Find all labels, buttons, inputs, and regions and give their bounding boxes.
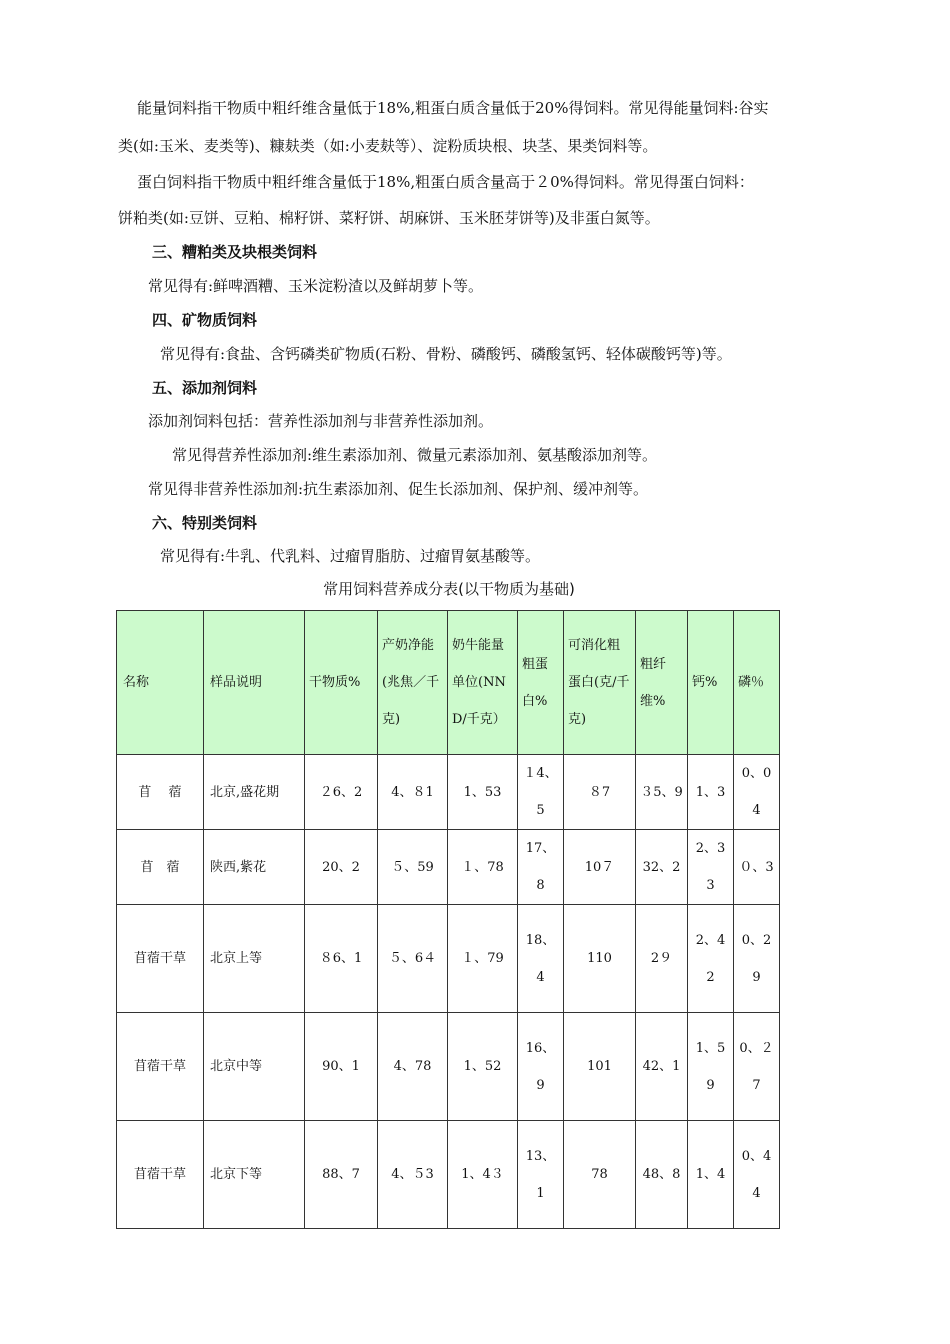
table-cell: ８7: [564, 755, 636, 830]
table-row: [117, 905, 780, 1013]
header-cell: 奶牛能量单位(NND/千克）: [448, 611, 518, 755]
section-5-text-1: 添加剂饲料包括：营养性添加剂与非营养性添加剂。: [148, 412, 494, 430]
table-cell: 16、9: [518, 1013, 564, 1121]
table-cell: 48、8: [636, 1121, 688, 1229]
paragraph-energy-feed-line1: 能量饲料指干物质中粗纤维含量低于18%,粗蛋白质含量低于20%得饲料。常见得能量饲料:谷实: [137, 99, 769, 117]
table-cell: 1、3: [688, 755, 734, 830]
table-cell: 1、52: [448, 1013, 518, 1121]
header-cell: 样品说明: [204, 611, 305, 755]
section-heading-6: 六、特别类饲料: [152, 514, 258, 532]
header-cell: 粗蛋白%: [518, 611, 564, 755]
section-5-text-2: 常见得营养性添加剂:维生素添加剂、微量元素添加剂、氨基酸添加剂等。: [172, 446, 658, 464]
table-cell: ３5、9: [636, 755, 688, 830]
table-cell: 18、4: [518, 905, 564, 1013]
table-cell: 北京中等: [204, 1013, 305, 1121]
table-cell: ０、3: [734, 830, 780, 905]
table-cell: 1、4３: [448, 1121, 518, 1229]
table-cell: 13、1: [518, 1121, 564, 1229]
header-cell: 磷％: [734, 611, 780, 755]
table-cell: １、79: [448, 905, 518, 1013]
table-cell: 北京上等: [204, 905, 305, 1013]
table-cell: 苜 蓿: [117, 830, 204, 905]
paragraph-energy-feed-line2: 类(如:玉米、麦类等)、糠麸类（如:小麦麸等）、淀粉质块根、块茎、果类饲料等。: [118, 137, 658, 155]
table-caption: 常用饲料营养成分表(以干物质为基础): [323, 580, 575, 598]
table-cell: 101: [564, 1013, 636, 1121]
table-row: [117, 1121, 780, 1229]
table-cell: 2９: [636, 905, 688, 1013]
table-cell: ５、6４: [378, 905, 448, 1013]
table-cell: 88、7: [305, 1121, 378, 1229]
section-heading-5: 五、添加剂饲料: [152, 379, 258, 397]
header-cell: 钙%: [688, 611, 734, 755]
table-cell: 4、５3: [378, 1121, 448, 1229]
table-row: [117, 755, 780, 830]
header-cell: 名称: [117, 611, 204, 755]
nutrition-table: [116, 610, 780, 1229]
section-6-text: 常见得有:牛乳、代乳料、过瘤胃脂肪、过瘤胃氨基酸等。: [160, 547, 541, 565]
table-cell: 1、53: [448, 755, 518, 830]
table-cell: 0、04: [734, 755, 780, 830]
table-cell: 0、29: [734, 905, 780, 1013]
table-cell: ２6、2: [305, 755, 378, 830]
table-cell: 0、44: [734, 1121, 780, 1229]
table-cell: 1、59: [688, 1013, 734, 1121]
header-cell: 干物质%: [305, 611, 378, 755]
section-3-text: 常见得有:鲜啤酒糟、玉米淀粉渣以及鲜胡萝卜等。: [148, 277, 484, 295]
table-cell: ５、59: [378, 830, 448, 905]
section-4-text: 常见得有:食盐、含钙磷类矿物质(石粉、骨粉、磷酸钙、磷酸氢钙、轻体碳酸钙等)等。: [160, 345, 732, 363]
table-cell: 17、8: [518, 830, 564, 905]
table-cell: 4、８1: [378, 755, 448, 830]
header-cell: 产奶净能(兆焦／千克): [378, 611, 448, 755]
header-cell: 粗纤维%: [636, 611, 688, 755]
table-cell: 北京下等: [204, 1121, 305, 1229]
section-5-text-3: 常见得非营养性添加剂:抗生素添加剂、促生长添加剂、保护剂、缓冲剂等。: [148, 480, 649, 498]
table-cell: １4、5: [518, 755, 564, 830]
table-cell: 2、33: [688, 830, 734, 905]
table-cell: 2、42: [688, 905, 734, 1013]
table-header-row: [117, 611, 780, 755]
header-cell: 可消化粗蛋白(克/千克): [564, 611, 636, 755]
table-cell: 1、4: [688, 1121, 734, 1229]
table-cell: 78: [564, 1121, 636, 1229]
table-cell: 苜 蓿: [117, 755, 204, 830]
paragraph-protein-feed-line1: 蛋白饲料指干物质中粗纤维含量低于18%,粗蛋白质含量高于２0%得饲料。常见得蛋白饲料：: [137, 173, 754, 191]
table-cell: 苜蓿干草: [117, 905, 204, 1013]
table-row: [117, 1013, 780, 1121]
table-row: [117, 830, 780, 905]
table-cell: 苜蓿干草: [117, 1013, 204, 1121]
paragraph-protein-feed-line2: 饼粕类(如:豆饼、豆粕、棉籽饼、菜籽饼、胡麻饼、玉米胚芽饼等)及非蛋白氮等。: [118, 209, 660, 227]
table-cell: 110: [564, 905, 636, 1013]
table-cell: 42、1: [636, 1013, 688, 1121]
table-cell: ８6、1: [305, 905, 378, 1013]
table-cell: 陕西,紫花: [204, 830, 305, 905]
section-heading-4: 四、矿物质饲料: [152, 311, 258, 329]
table-cell: 0、２7: [734, 1013, 780, 1121]
table-cell: 90、1: [305, 1013, 378, 1121]
table-cell: １、78: [448, 830, 518, 905]
table-cell: 32、2: [636, 830, 688, 905]
table-cell: 北京,盛花期: [204, 755, 305, 830]
table-cell: 4、78: [378, 1013, 448, 1121]
table-cell: 10７: [564, 830, 636, 905]
section-heading-3: 三、糟粕类及块根类饲料: [152, 243, 318, 261]
table-cell: 20、2: [305, 830, 378, 905]
table-cell: 苜蓿干草: [117, 1121, 204, 1229]
